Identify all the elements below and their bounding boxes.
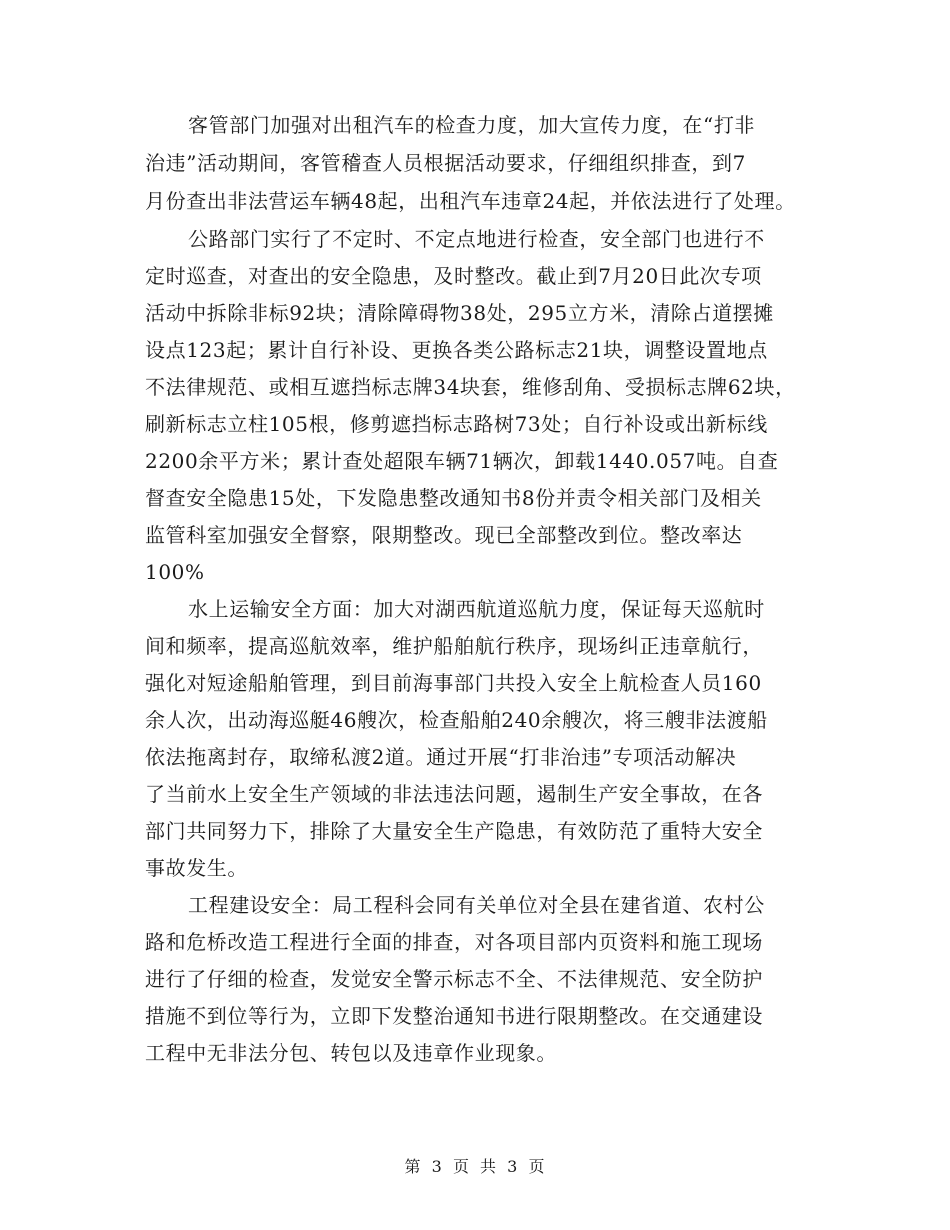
text-line: 工程中无非法分包、转包以及违章作业现象。 xyxy=(145,1041,557,1065)
text-line: 活动中拆除非标92块；清除障碍物38处，295立方米，清除占道摆摊 xyxy=(145,301,774,325)
text-line: 督查安全隐患15处，下发隐患整改通知书8份并责令相关部门及相关 xyxy=(145,486,762,510)
current-page-number: 3 xyxy=(431,1157,443,1176)
text-line: 依法拖离封存，取缔私渡2道。通过开展“打非治违”专项活动解决 xyxy=(145,745,737,769)
footer-label-di: 第 xyxy=(404,1157,422,1176)
text-line: 治违”活动期间，客管稽查人员根据活动要求，仔细组织排查，到7 xyxy=(145,151,746,175)
text-line: 刷新标志立柱105根，修剪遮挡标志路树73处；自行补设或出新标线 xyxy=(145,412,768,436)
text-line: 事故发生。 xyxy=(145,856,248,880)
text-line: 2200余平方米；累计查处超限车辆71辆次，卸载1440.057吨。自查 xyxy=(145,449,779,473)
text-line: 不法律规范、或相互遮挡标志牌34块套，维修刮角、受损标志牌62块， xyxy=(145,375,796,399)
text-line: 措施不到位等行为，立即下发整治通知书进行限期整改。在交通建设 xyxy=(145,1004,763,1028)
text-line: 公路部门实行了不定时、不定点地进行检查，安全部门也进行不 xyxy=(188,227,765,251)
text-line: 部门共同努力下，排除了大量安全生产隐患，有效防范了重特大安全 xyxy=(145,819,763,843)
text-line: 水上运输安全方面：加大对湖西航道巡航力度，保证每天巡航时 xyxy=(188,597,765,621)
text-line: 客管部门加强对出租汽车的检查力度，加大宣传力度，在“打非 xyxy=(188,113,756,137)
text-line: 进行了仔细的检查，发觉安全警示标志不全、不法律规范、安全防护 xyxy=(145,967,763,991)
text-line: 路和危桥改造工程进行全面的排查，对各项目部内页资料和施工现场 xyxy=(145,930,763,954)
text-line: 间和频率，提高巡航效率，维护船舶航行秩序，现场纠正违章航行， xyxy=(145,634,763,658)
text-line: 定时巡查，对查出的安全隐患，及时整改。截止到7月20日此次专项 xyxy=(145,264,762,288)
text-line: 100% xyxy=(145,560,205,584)
footer-label-gong: 共 xyxy=(480,1157,498,1176)
footer-label-ye-end: 页 xyxy=(528,1157,546,1176)
page-footer xyxy=(0,1154,950,1177)
text-line: 强化对短途船舶管理，到目前海事部门共投入安全上航检查人员160 xyxy=(145,671,762,695)
text-line: 了当前水上安全生产领域的非法违法问题，遏制生产安全事故，在各 xyxy=(145,782,763,806)
text-line: 月份查出非法营运车辆48起，出租汽车违章24起，并依法进行了处理。 xyxy=(145,189,796,213)
text-line: 监管科室加强安全督察，限期整改。现已全部整改到位。整改率达 xyxy=(145,523,743,547)
text-line: 工程建设安全：局工程科会同有关单位对全县在建省道、农村公 xyxy=(188,893,765,917)
text-line: 设点123起；累计自行补设、更换各类公路标志21块，调整设置地点 xyxy=(145,338,768,362)
total-page-count: 3 xyxy=(507,1157,519,1176)
text-line: 余人次，出动海巡艇46艘次，检查船舶240余艘次，将三艘非法渡船 xyxy=(145,708,768,732)
footer-label-ye: 页 xyxy=(452,1157,470,1176)
